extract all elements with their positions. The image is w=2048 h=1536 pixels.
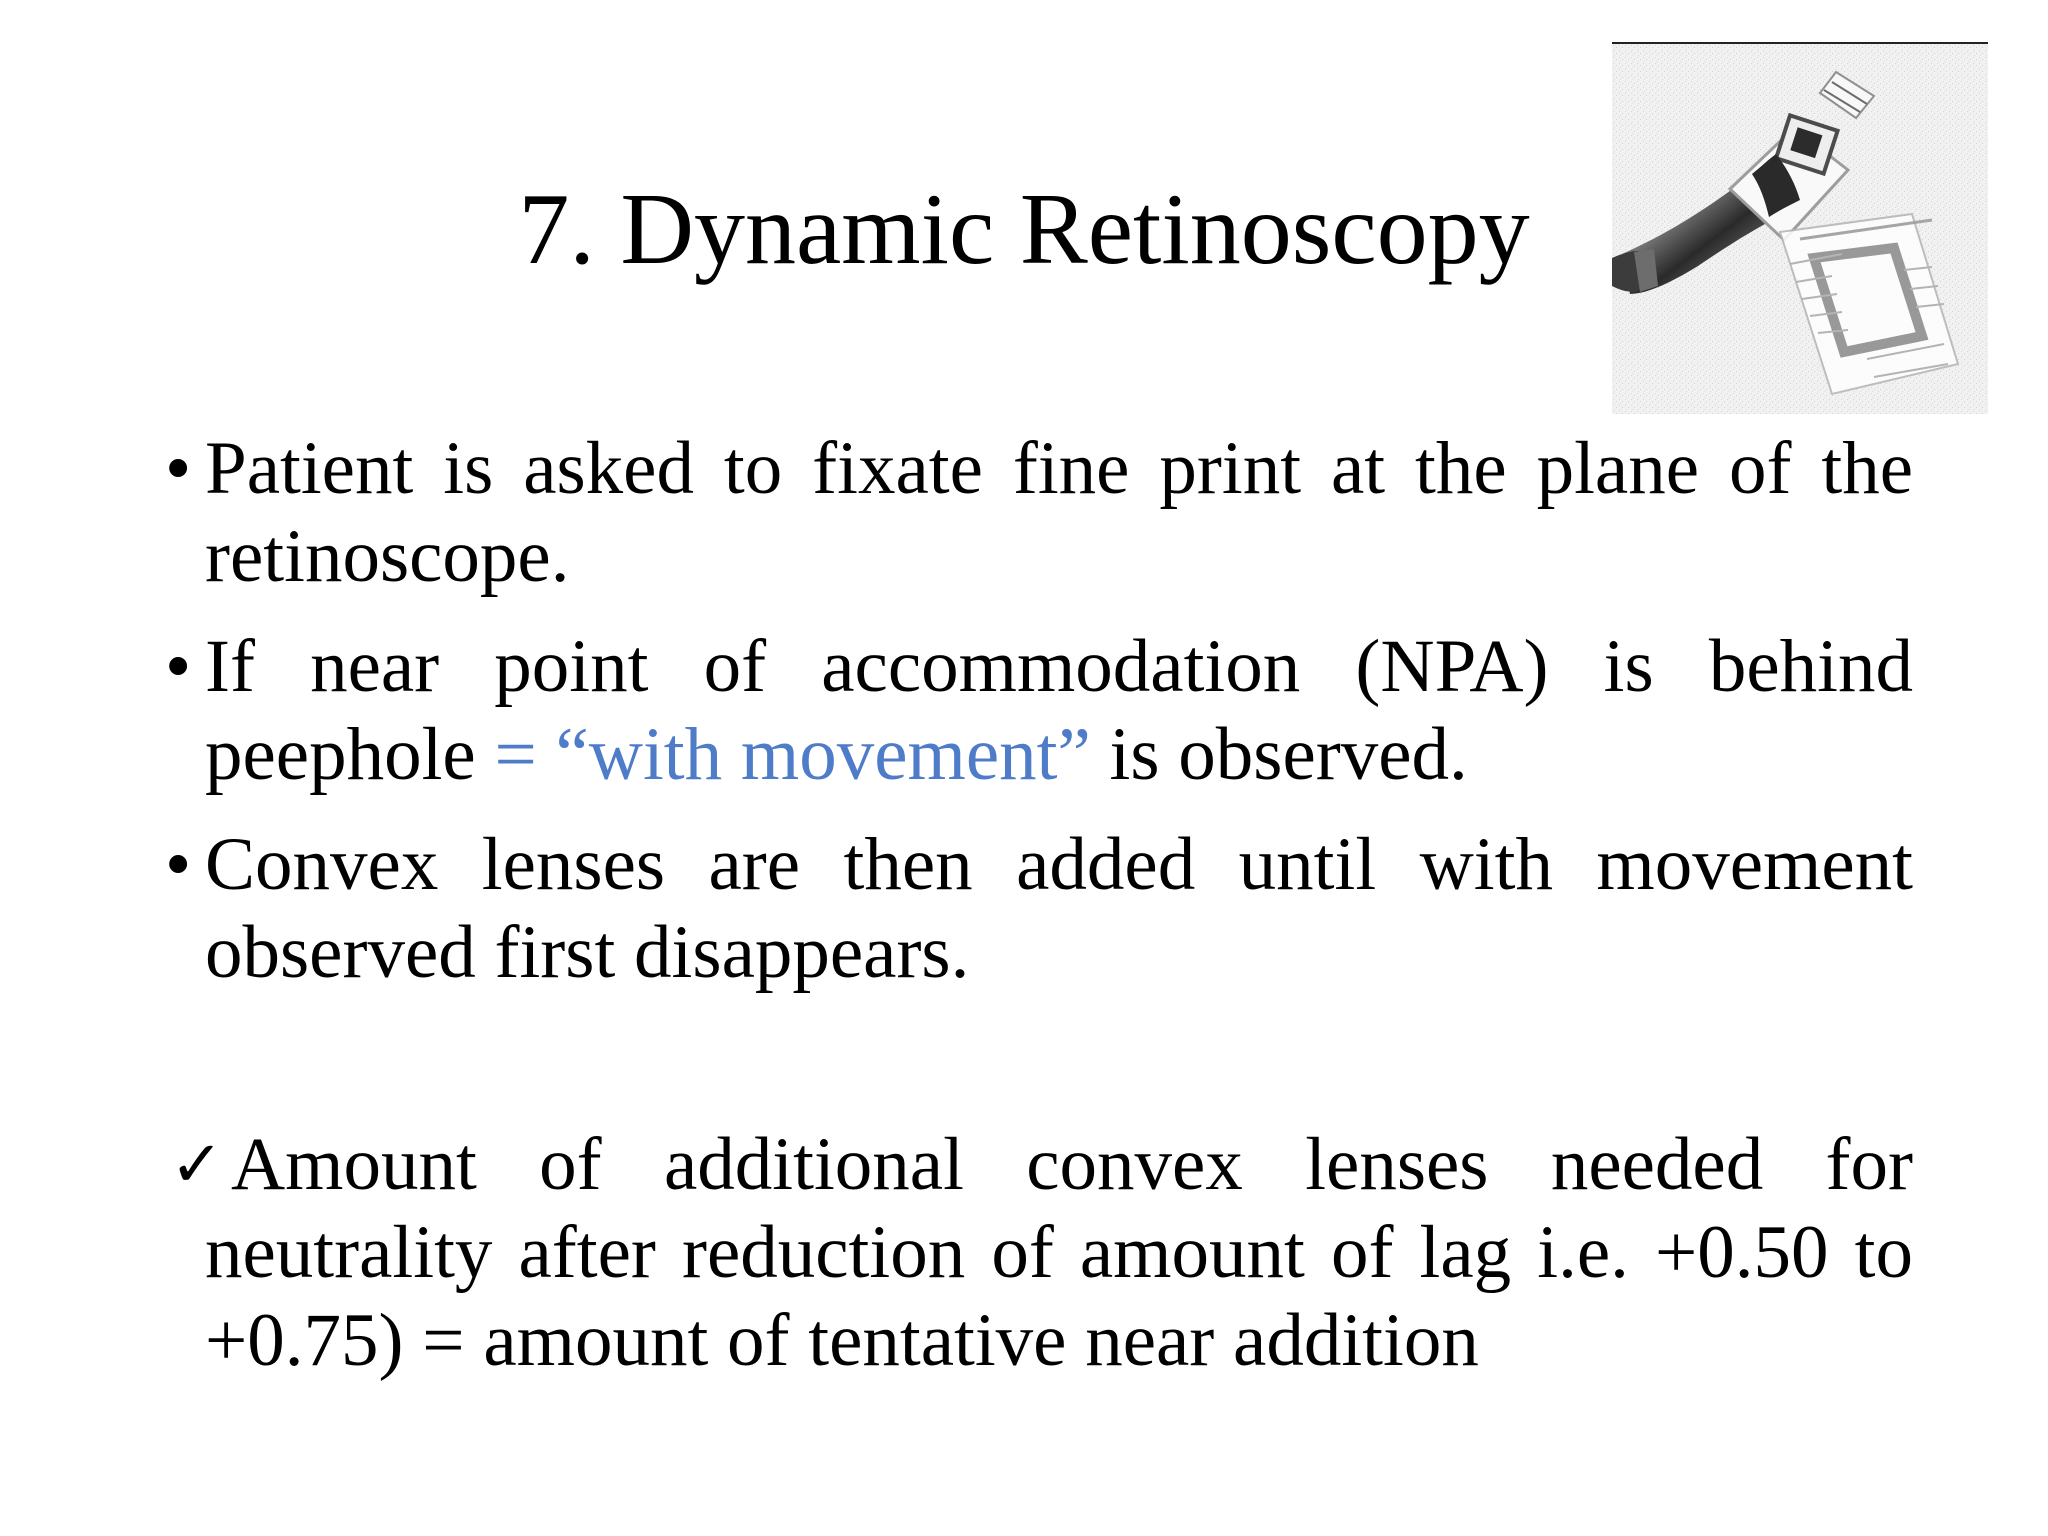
- bullet-marker-2: •: [165, 625, 192, 708]
- bullet-marker-1: •: [165, 427, 192, 510]
- bullet-text-1: Patient is asked to fixate fine print at the plane of the retinoscope.: [205, 427, 1913, 598]
- retinoscope-photo: [1612, 42, 1988, 414]
- retinoscope-image: [1612, 44, 1988, 414]
- bullet-list: [165, 425, 1913, 1407]
- bullet-item-2: [165, 623, 1913, 799]
- bullet-text-2-after: is observed.: [1090, 713, 1468, 796]
- bullet-item-3: [165, 821, 1913, 997]
- bullet-text-2-before: If near point of accommodation (NPA) is behind peephole: [205, 625, 1913, 796]
- check-note: [165, 1121, 1913, 1385]
- bullet-text-2-highlight: = “with movement”: [494, 713, 1091, 796]
- bullet-text-3: Convex lenses are then added until with movement observed first disappears.: [205, 823, 1913, 994]
- slide-title-text: 7. Dynamic Retinoscopy: [518, 173, 1530, 286]
- bullet-item-1: [165, 425, 1913, 601]
- check-note-text: Amount of additional convex lenses needed for neutrality after reduction of amount of lag i.e. +0.50 to +0.75) = amount of tentative near addition: [205, 1123, 1913, 1382]
- bullet-marker-3: •: [165, 823, 192, 906]
- checkmark-icon: ✓: [170, 1128, 224, 1202]
